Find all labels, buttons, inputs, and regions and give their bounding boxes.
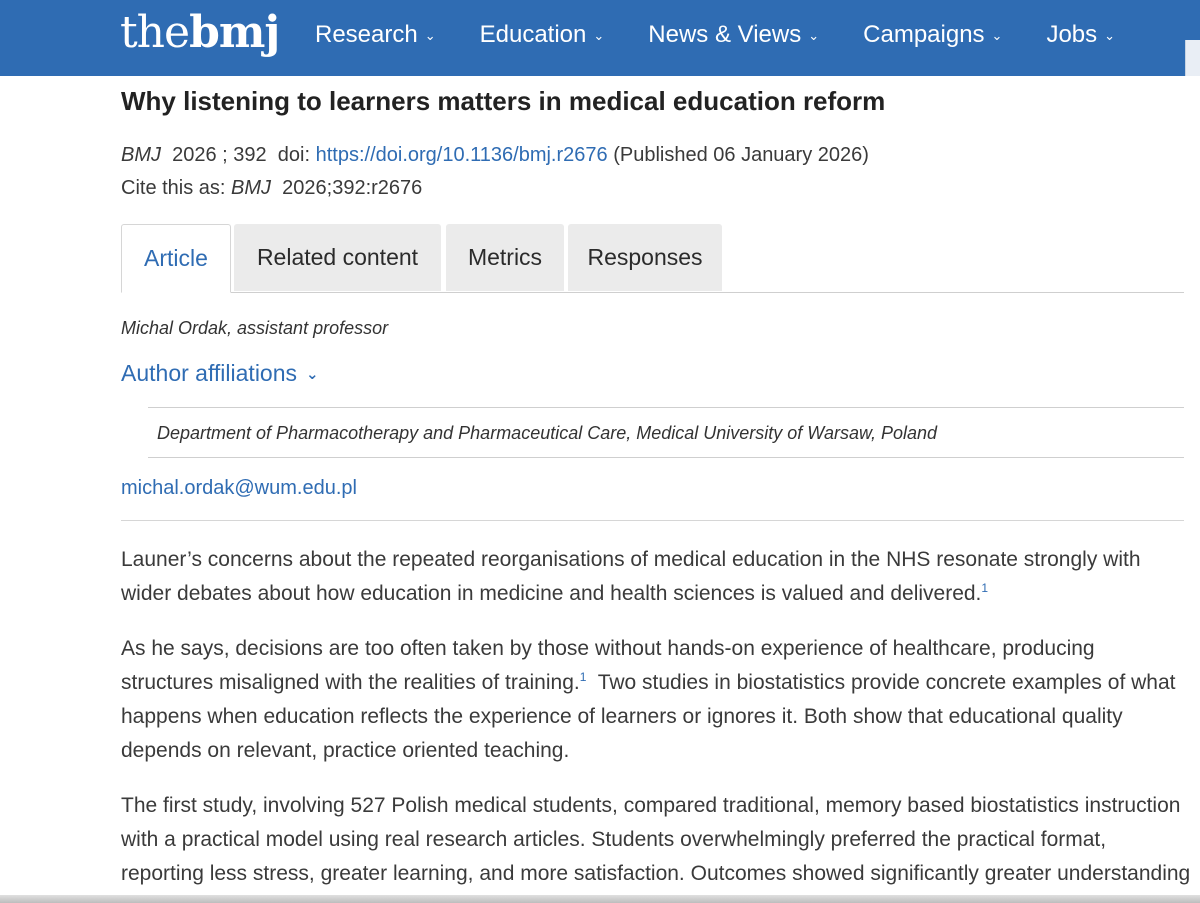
article-tabs	[121, 224, 1184, 293]
bmj-logo[interactable]	[120, 8, 279, 58]
nav-news-views[interactable]	[648, 18, 819, 52]
affiliation-text: Department of Pharmacotherapy and Pharmaceutical Care, Medical University of Warsaw, Poland	[157, 423, 938, 443]
citation-line	[121, 144, 869, 167]
author-name: Michal Ordak, assistant professor	[121, 318, 389, 338]
doi-label: doi:	[277, 144, 311, 166]
author-affiliations-toggle[interactable]	[121, 360, 319, 387]
cite-as-line	[121, 177, 422, 200]
article-paragraph-1	[121, 543, 1191, 611]
nav-campaigns[interactable]	[863, 18, 1002, 52]
nav-research[interactable]	[315, 18, 436, 52]
nav-label: Campaigns	[863, 21, 985, 48]
nav-label: Research	[315, 21, 418, 48]
journal-name: BMJ	[121, 144, 161, 166]
published-date: (Published 06 January 2026)	[613, 144, 869, 166]
cite-ref: 2026;392:r2676	[282, 177, 423, 199]
year-volume: 2026 ; 392	[172, 144, 267, 166]
affiliations-panel	[148, 407, 1184, 458]
chevron-down-icon: ⌄	[808, 28, 820, 43]
article-paragraph-2	[121, 632, 1191, 768]
cite-prefix: Cite this as:	[121, 177, 226, 199]
chevron-down-icon: ⌄	[424, 28, 436, 43]
logo-bmj: bmj	[189, 7, 280, 58]
tab-metrics[interactable]: Metrics	[446, 224, 564, 291]
tab-article[interactable]: Article	[121, 224, 231, 293]
author-email-link[interactable]: michal.ordak@wum.edu.pl	[121, 477, 357, 499]
chevron-down-icon: ⌄	[991, 28, 1003, 43]
nav-jobs[interactable]	[1046, 18, 1115, 52]
affiliations-label: Author affiliations	[121, 360, 298, 386]
site-header	[0, 0, 1200, 76]
divider	[121, 520, 1184, 521]
reference-link[interactable]: 1	[579, 670, 587, 684]
tab-related-content[interactable]: Related content	[234, 224, 441, 291]
nav-label: Jobs	[1046, 21, 1098, 48]
paragraph-text: As he says, decisions are too often taken by those without hands-on experience of healthcare, producing structures misaligned with the realities of training.	[121, 637, 1095, 694]
paragraph-text: Two studies in biostatistics provide concrete examples of what happens when education reflects the experience of learners or ignores it. Both show that educational quality depends on relevant, practice oriented teaching.	[121, 671, 1182, 762]
article-paragraph-3	[121, 789, 1191, 891]
cite-journal: BMJ	[231, 177, 272, 199]
chevron-down-icon: ⌄	[1104, 28, 1116, 43]
article-title: Why listening to learners matters in medical education reform	[121, 86, 886, 116]
scrollbar[interactable]	[1185, 40, 1200, 76]
chevron-down-icon: ⌄	[306, 365, 319, 383]
nav-label: News & Views	[648, 21, 802, 48]
paragraph-text: Launer’s concerns about the repeated reorganisations of medical education in the NHS resonate strongly with wider debates about how education in medicine and health sciences is valued and delivered.	[121, 548, 1141, 605]
doi-link[interactable]: https://doi.org/10.1136/bmj.r2676	[315, 144, 608, 166]
tab-responses[interactable]: Responses	[568, 224, 722, 291]
reference-link[interactable]: 1	[981, 581, 989, 595]
nav-education[interactable]	[480, 18, 605, 52]
window-bottom-edge	[0, 895, 1200, 903]
logo-the: the	[120, 7, 190, 58]
chevron-down-icon: ⌄	[593, 28, 605, 43]
paragraph-text: The first study, involving 527 Polish medical students, compared traditional, memory based biostatistics instruction with a practical model using real research articles. Students overwhelmingly preferred the practical format, reporting less stress, greater learning, and more satisfaction. Outcomes showed significantly greater understanding	[121, 794, 1191, 885]
nav-label: Education	[479, 21, 587, 48]
main-nav	[315, 18, 1159, 52]
